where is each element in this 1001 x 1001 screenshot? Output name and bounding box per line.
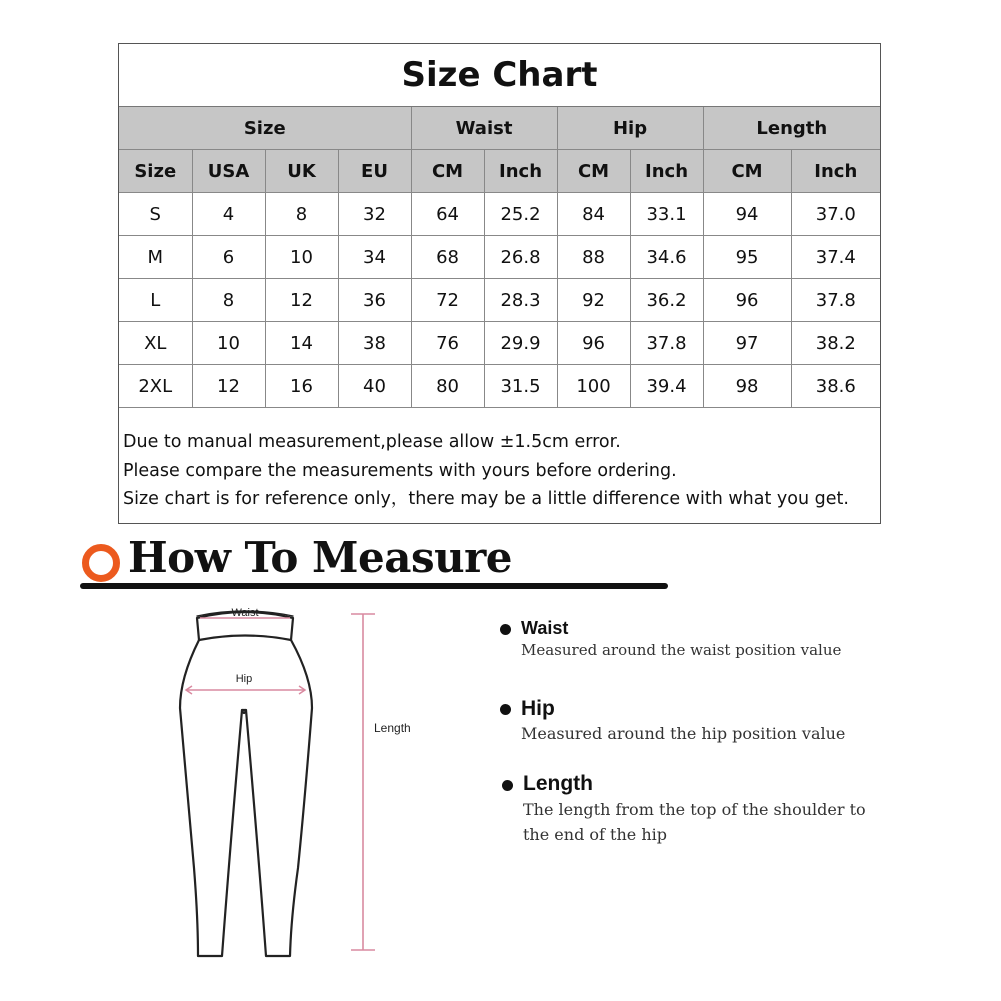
- table-row: [119, 365, 880, 408]
- table-cell: 37.4: [791, 236, 880, 279]
- size-table-body: [119, 193, 880, 408]
- table-cell: S: [119, 193, 192, 236]
- note-line: Please compare the measurements with yours before ordering.: [123, 460, 677, 481]
- table-cell: 10: [265, 236, 338, 279]
- hip-description: Measured around the hip position value: [521, 724, 846, 743]
- table-cell: 68: [411, 236, 484, 279]
- column-header: CM: [703, 150, 791, 193]
- note-line: Due to manual measurement,please allow ±1.5cm error.: [123, 432, 621, 452]
- column-header: UK: [265, 150, 338, 193]
- group-header-waist: Waist: [411, 107, 557, 150]
- column-header: CM: [411, 150, 484, 193]
- table-row: [119, 236, 880, 279]
- table-cell: 14: [265, 322, 338, 365]
- table-cell: 95: [703, 236, 791, 279]
- table-cell: 34.6: [630, 236, 703, 279]
- table-cell: 28.3: [484, 279, 557, 322]
- column-header: EU: [338, 150, 411, 193]
- table-cell: 84: [557, 193, 630, 236]
- column-header: CM: [557, 150, 630, 193]
- table-cell: 2XL: [119, 365, 192, 408]
- group-header-hip: Hip: [557, 107, 703, 150]
- table-cell: 94: [703, 193, 791, 236]
- table-cell: 80: [411, 365, 484, 408]
- length-description-line-1: The length from the top of the shoulder to: [523, 800, 866, 819]
- table-cell: 32: [338, 193, 411, 236]
- table-cell: 34: [338, 236, 411, 279]
- table-cell: 12: [265, 279, 338, 322]
- table-cell: 64: [411, 193, 484, 236]
- table-cell: 37.8: [630, 322, 703, 365]
- length-measure-line: [351, 614, 375, 950]
- length-heading: Length: [523, 772, 593, 795]
- table-cell: 4: [192, 193, 265, 236]
- how-to-measure-heading: [80, 533, 670, 591]
- group-header-length: Length: [703, 107, 880, 150]
- table-cell: 29.9: [484, 322, 557, 365]
- table-cell: 36: [338, 279, 411, 322]
- heading-underline: [80, 583, 668, 589]
- hip-heading: Hip: [521, 697, 555, 720]
- leggings-diagram: [150, 598, 450, 968]
- table-cell: 38.6: [791, 365, 880, 408]
- group-header-size: Size: [119, 107, 411, 150]
- table-cell: 92: [557, 279, 630, 322]
- table-cell: 6: [192, 236, 265, 279]
- table-cell: 26.8: [484, 236, 557, 279]
- column-header: Inch: [630, 150, 703, 193]
- hip-measure-line: [186, 686, 305, 694]
- table-cell: 8: [192, 279, 265, 322]
- table-cell: 96: [557, 322, 630, 365]
- table-cell: 40: [338, 365, 411, 408]
- table-cell: 37.0: [791, 193, 880, 236]
- table-row: [119, 193, 880, 236]
- table-cell: L: [119, 279, 192, 322]
- bullet-icon: [502, 780, 513, 791]
- waist-heading: Waist: [521, 618, 569, 638]
- length-description-line-2: the end of the hip: [523, 825, 667, 844]
- table-cell: 8: [265, 193, 338, 236]
- table-cell: 96: [703, 279, 791, 322]
- size-chart: [118, 43, 881, 524]
- bullet-icon: [500, 704, 511, 715]
- table-cell: 38.2: [791, 322, 880, 365]
- table-cell: 31.5: [484, 365, 557, 408]
- orange-circle-icon: [82, 544, 120, 582]
- hip-diagram-label: Hip: [235, 673, 253, 685]
- column-header: Inch: [484, 150, 557, 193]
- table-cell: 16: [265, 365, 338, 408]
- table-cell: 100: [557, 365, 630, 408]
- table-cell: 36.2: [630, 279, 703, 322]
- table-row: [119, 322, 880, 365]
- table-cell: 76: [411, 322, 484, 365]
- table-cell: 39.4: [630, 365, 703, 408]
- size-chart-title: Size Chart: [119, 44, 880, 107]
- bullet-icon: [500, 624, 511, 635]
- column-header: USA: [192, 150, 265, 193]
- table-cell: 38: [338, 322, 411, 365]
- table-cell: XL: [119, 322, 192, 365]
- note-line: Size chart is for reference only，there may be a little difference with what you get.: [123, 489, 849, 509]
- size-table: [119, 107, 880, 408]
- table-cell: 97: [703, 322, 791, 365]
- notes: [119, 408, 880, 514]
- table-cell: M: [119, 236, 192, 279]
- table-cell: 37.8: [791, 279, 880, 322]
- table-cell: 33.1: [630, 193, 703, 236]
- waist-diagram-label: Waist: [231, 607, 259, 619]
- table-cell: 25.2: [484, 193, 557, 236]
- how-to-measure-title: How To Measure: [128, 533, 513, 582]
- table-cell: 98: [703, 365, 791, 408]
- column-header: Size: [119, 150, 192, 193]
- column-header-row: [119, 150, 880, 193]
- waist-description: Measured around the waist position value: [521, 641, 842, 659]
- group-header-row: [119, 107, 880, 150]
- column-header: Inch: [791, 150, 880, 193]
- length-diagram-label: Length: [374, 721, 411, 735]
- table-cell: 12: [192, 365, 265, 408]
- table-cell: 88: [557, 236, 630, 279]
- table-cell: 72: [411, 279, 484, 322]
- table-cell: 10: [192, 322, 265, 365]
- table-row: [119, 279, 880, 322]
